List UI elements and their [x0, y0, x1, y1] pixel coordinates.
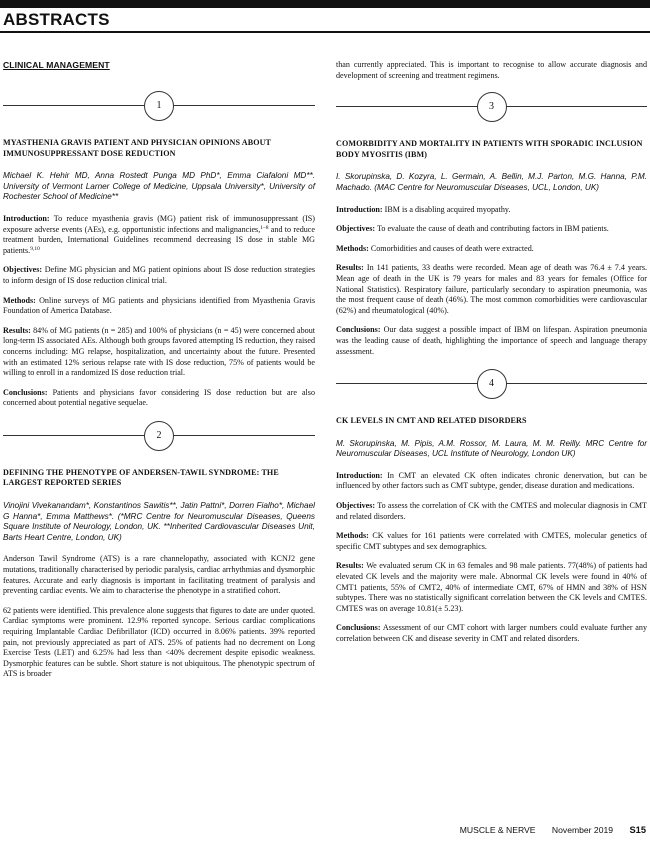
abstract-divider — [336, 366, 647, 402]
page-number: S15 — [629, 825, 646, 835]
header-bar — [0, 0, 650, 8]
abstract-number: 3 — [477, 92, 507, 122]
abstract-authors: Vinojini Vivekanandam*, Konstantinos Sawitis**, Jatin Pattni*, Dorren Fialho*, Michael G Hanna*, Emma Matthews*. (*MRC Centre for Neuromuscular Diseases, Queens Square Institute of Neurology, London, UK. **Inherited Cardiovascular Diseases Unit, Barts Heart Centre, London, UK) — [3, 501, 315, 542]
section-heading: CLINICAL MANAGEMENT — [3, 60, 110, 70]
issue-date: November 2019 — [551, 825, 614, 835]
abstract-authors: M. Skorupinska, M. Pipis, A.M. Rossor, M. Laura, M. M. Reilly. MRC Centre for Neuromuscular Diseases, UCL Institute of Neurology, London UK) — [336, 438, 647, 459]
abstract-methods: Methods: Comorbidities and causes of death were extracted. — [336, 243, 534, 253]
right-column — [336, 60, 647, 654]
abstract-authors: I. Skorupinska, D. Kozyra, L. Germain, A. Bellin, M.J. Parton, M.G. Hanna, P.M. Machado. (MAC Centre for Neuromuscular Diseases, UCL, London, UK) — [336, 172, 647, 192]
page-title: ABSTRACTS — [3, 10, 110, 29]
abstract-paragraph: 62 patients were identified. This prevalence alone suggests that figures to date are under quoted. Cardiac symptoms were prominent. 12.9% reported syncope. Serious cardiac complications requiring Implantable Cardiac Defibrillator (ICD) occurred in 8.06% patients. 39% reported pain, not previously appreciated as part of ATS. 25% of patients had no decrement on Long Exercise Tests (LET) and 6.25% had less than <40% decrement despite episodic weakness. Dysmorphic features can be subtle. Short stature is not ubiquitous. The phenotypic spectrum of ATS is broader — [3, 605, 315, 679]
abstract-objectives: Objectives: To evaluate the cause of death and contributing factors in IBM patients. — [336, 224, 609, 234]
abstract-title: COMORBIDITY AND MORTALITY IN PATIENTS WITH SPORADIC INCLUSION BODY MYOSITIS (IBM) — [336, 139, 643, 159]
abstract-paragraph-continued: than currently appreciated. This is important to recognise to allow accurate diagnosis and development of screening and treatment regimens. — [336, 60, 647, 80]
abstract-results: Results: We evaluated serum CK in 63 females and 98 male patients. 77(48%) of patients had elevated CK levels and the majority were male. Abnormal CK levels were found in 40% of CMT1 patients, 55% of CMT2, 40% of intermediate CMT, 67% of HMN and 38% of HSN subtypes. There was no statistically significant correlation between the CK levels and CMTES. CMTES was on average 10.81(± 5.23). — [336, 561, 647, 613]
abstract-title: DEFINING THE PHENOTYPE OF ANDERSEN-TAWIL SYNDROME: THE LARGEST REPORTED SERIES — [3, 467, 279, 488]
abstract-introduction: Introduction: To reduce myasthenia gravis (MG) patient risk of immunosuppressant (IS) exposure adverse events (AEs), e.g. opportunistic infections and malignancies,$^{1-8}$ and to reduce treatment burden, International Guidelines recommend decreasing IS dose in stable MG patients.$^{9,10}$ — [3, 213, 315, 255]
abstract-objectives: Objectives: Define MG physician and MG patient opinions about IS dose reduction strategies to inform design of IS dose reduction clinical trial. — [3, 265, 315, 285]
abstract-conclusions: Conclusions: Patients and physicians favor considering IS dose reduction but are also concerned about potential negative sequelae. — [3, 387, 315, 408]
abstract-authors: Michael K. Hehir MD, Anna Rostedt Punga MD PhD*, Emma Ciafaloni MD**. University of Vermont Larner College of Medicine, Uppsala University*, University of Rochester School of Medicine** — [3, 171, 315, 202]
left-column — [3, 88, 315, 689]
abstract-conclusions: Conclusions: Our data suggest a possible impact of IBM on lifespan. Aspiration pneumonia was the leading cause of death, highlighting the importance of speech and language therapy assessment. — [336, 325, 647, 356]
abstract-objectives: Objectives: To assess the correlation of CK with the CMTES and molecular diagnosis in CMT and related disorders. — [336, 501, 647, 521]
abstract-methods: Methods: Online surveys of MG patients and physicians identified from Myasthenia Gravis Foundation of America Database. — [3, 295, 315, 316]
abstract-introduction: Introduction: IBM is a disabling acquired myopathy. — [336, 204, 511, 214]
abstract-number: 2 — [144, 421, 174, 451]
abstract-title: MYASTHENIA GRAVIS PATIENT AND PHYSICIAN OPINIONS ABOUT IMMUNOSUPPRESSANT DOSE REDUCTION — [3, 138, 271, 158]
abstract-methods: Methods: CK values for 161 patients were correlated with CMTES, molecular genetics of specific CMT subtypes and sex demographics. — [336, 531, 647, 551]
title-rule — [0, 31, 650, 33]
abstract-results: Results: In 141 patients, 33 deaths were recorded. Mean age of death was 76.4 ± 7.4 years. Mean age of death in the UK is 79 years for males and 83 years for females (Office for National Statistics). Respiratory failure, particularly secondary to aspiration pneumonia, was the most frequent cause of death (46%). The most common comorbidities were cardiovascular (62%) and rheumatological (40%). — [336, 263, 647, 315]
abstract-divider — [3, 418, 315, 454]
page-footer — [446, 825, 646, 835]
abstract-introduction: Introduction: In CMT an elevated CK often indicates chronic denervation, but can be influenced by other factors such as CMT subtype, gender, disease duration and medications. — [336, 470, 647, 491]
abstract-divider — [3, 88, 315, 124]
abstract-number: 4 — [477, 369, 507, 399]
abstract-conclusions: Conclusions: Assessment of our CMT cohort with larger numbers could evaluate further any correlation between CK and disease severity in CMT and related disorders. — [336, 623, 647, 643]
abstract-divider — [336, 89, 647, 125]
abstract-title: CK LEVELS IN CMT AND RELATED DISORDERS — [336, 416, 527, 426]
abstract-paragraph: Anderson Tawil Syndrome (ATS) is a rare channelopathy, associated with KCNJ2 gene mutations, traditionally characterised by periodic paralysis, cardiac arrhythmias and dysmorphic features. Accurate and early diagnosis is important in facilitating treatment of paralysis and preventing cardiac events. We aim to characterise the phenotype in a stratified cohort. — [3, 554, 315, 596]
abstract-results: Results: 84% of MG patients (n = 285) and 100% of physicians (n = 45) were concerned about long-term IS associated AEs. Although both groups favored attempting IS reduction, they raised concerns including: MG relapse, hospitalization, and uncertainty about the future. Presented with an estimated 12% serious relapse rate with IS dose reduction, 75% of patients would be willing to enroll in a randomized IS dose reduction trial. — [3, 325, 315, 378]
abstract-number: 1 — [144, 91, 174, 121]
journal-name: MUSCLE & NERVE — [459, 825, 536, 835]
